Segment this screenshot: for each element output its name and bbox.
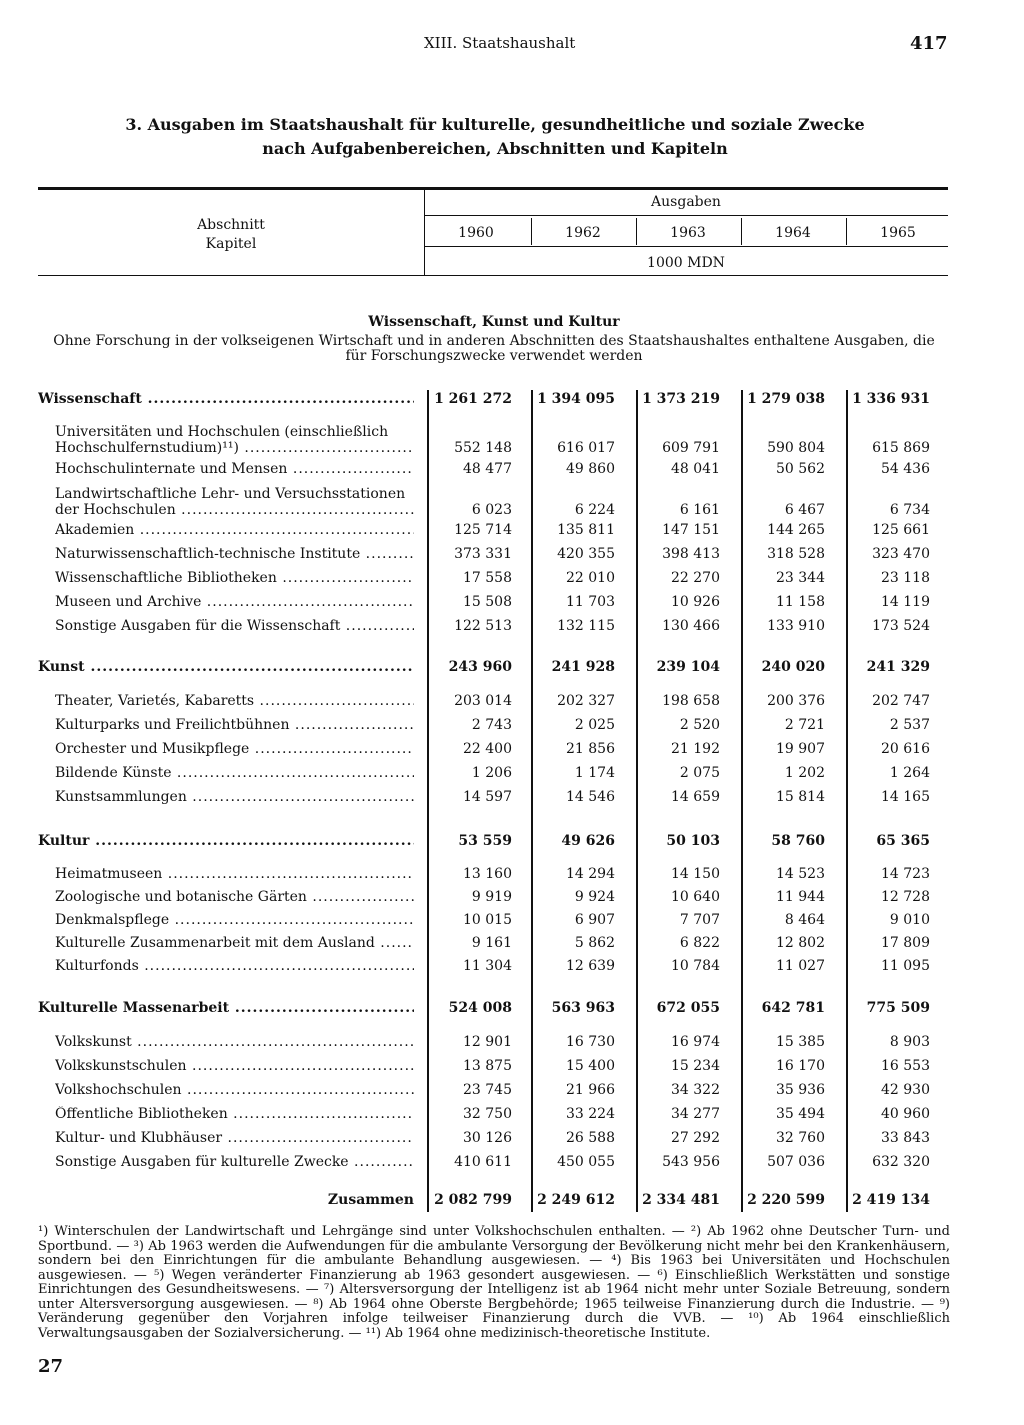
cell-value: 13 875 xyxy=(463,1058,512,1074)
cell-value: 10 784 xyxy=(671,958,720,974)
cell-value: 40 960 xyxy=(881,1106,930,1122)
cell-value: 20 616 xyxy=(881,741,930,757)
cell-value: 21 856 xyxy=(566,741,615,757)
cell-value: 1 394 095 xyxy=(537,391,615,407)
row-label-continued: Hochschulfernstudium)¹¹) ..... xyxy=(55,440,414,456)
cell-value: 543 956 xyxy=(662,1154,720,1170)
cell-value: 16 974 xyxy=(671,1034,720,1050)
cell-value: 450 055 xyxy=(557,1154,615,1170)
cell-value: 14 523 xyxy=(776,866,825,882)
row-label: Kulturelle Massenarbeit ..... xyxy=(38,1000,414,1016)
table-row xyxy=(38,522,950,542)
table-row xyxy=(38,424,950,456)
cell-value: 241 928 xyxy=(551,659,615,675)
group-heading: Ausgaben xyxy=(651,194,721,210)
cell-value: 11 095 xyxy=(881,958,930,974)
cell-value: 50 562 xyxy=(776,461,825,477)
cell-value: 21 966 xyxy=(566,1082,615,1098)
cell-value: 130 466 xyxy=(662,618,720,634)
row-label: Museen und Archive ..... xyxy=(55,594,414,610)
cell-value: 1 206 xyxy=(471,765,512,781)
cell-value: 318 528 xyxy=(767,546,825,562)
cell-value: 48 041 xyxy=(671,461,720,477)
cell-value: 239 104 xyxy=(656,659,720,675)
cell-value: 65 365 xyxy=(876,833,930,849)
cell-value: 632 320 xyxy=(872,1154,930,1170)
cell-value: 15 385 xyxy=(776,1034,825,1050)
row-label: Akademien ..... xyxy=(55,522,414,538)
cell-value: 14 597 xyxy=(463,789,512,805)
cell-value: 11 027 xyxy=(776,958,825,974)
years-rule xyxy=(424,246,948,247)
table-row xyxy=(38,1034,950,1054)
table-row xyxy=(38,594,950,614)
cell-value: 198 658 xyxy=(662,693,720,709)
cell-value: 14 659 xyxy=(671,789,720,805)
table-row xyxy=(38,1154,950,1174)
cell-value: 14 165 xyxy=(881,789,930,805)
cell-value: 615 869 xyxy=(872,440,930,456)
cell-value: 21 192 xyxy=(671,741,720,757)
cell-value: 15 508 xyxy=(463,594,512,610)
cell-value: 23 344 xyxy=(776,570,825,586)
cell-value: 398 413 xyxy=(662,546,720,562)
table-row xyxy=(38,570,950,590)
cell-value: 1 336 931 xyxy=(852,391,930,407)
cell-value: 200 376 xyxy=(767,693,825,709)
cell-value: 9 919 xyxy=(471,889,512,905)
table-row xyxy=(38,1058,950,1078)
cell-value: 6 907 xyxy=(574,912,615,928)
cell-value: 17 809 xyxy=(881,935,930,951)
row-label: Kulturelle Zusammenarbeit mit dem Ausland ..... xyxy=(55,935,414,951)
cell-value: 616 017 xyxy=(557,440,615,456)
row-label: Kulturparks und Freilichtbühnen ..... xyxy=(55,717,414,733)
cell-value: 2 334 481 xyxy=(642,1192,720,1208)
cell-value: 2 721 xyxy=(784,717,825,733)
cell-value: 2 520 xyxy=(679,717,720,733)
cell-value: 6 734 xyxy=(889,502,930,518)
cell-value: 373 331 xyxy=(454,546,512,562)
cell-value: 10 015 xyxy=(463,912,512,928)
cell-value: 50 103 xyxy=(666,833,720,849)
row-label: Kunst ..... xyxy=(38,659,414,675)
table-row xyxy=(38,461,950,481)
table-row xyxy=(38,889,950,909)
cell-value: 14 294 xyxy=(566,866,615,882)
row-label: Sonstige Ausgaben für kulturelle Zwecke ..... xyxy=(55,1154,414,1170)
cell-value: 26 588 xyxy=(566,1130,615,1146)
cell-value: 6 822 xyxy=(679,935,720,951)
cell-value: 524 008 xyxy=(448,1000,512,1016)
row-label: Volkskunstschulen ..... xyxy=(55,1058,414,1074)
cell-value: 12 728 xyxy=(881,889,930,905)
table-row xyxy=(38,912,950,932)
table-row xyxy=(38,765,950,785)
cell-value: 563 963 xyxy=(551,1000,615,1016)
cell-value: 12 901 xyxy=(463,1034,512,1050)
table-row xyxy=(38,717,950,737)
cell-value: 58 760 xyxy=(771,833,825,849)
cell-value: 8 464 xyxy=(784,912,825,928)
cell-value: 23 745 xyxy=(463,1082,512,1098)
section-note-line2: für Forschungszwecke verwendet werden xyxy=(345,348,643,364)
cell-value: 15 814 xyxy=(776,789,825,805)
cell-value: 133 910 xyxy=(767,618,825,634)
cell-value: 9 161 xyxy=(471,935,512,951)
cell-value: 1 261 272 xyxy=(434,391,512,407)
cell-value: 49 860 xyxy=(566,461,615,477)
cell-value: 125 661 xyxy=(872,522,930,538)
row-label: Zoologische und botanische Gärten ..... xyxy=(55,889,414,905)
group-row xyxy=(38,833,950,853)
cell-value: 2 419 134 xyxy=(852,1192,930,1208)
cell-value: 590 804 xyxy=(767,440,825,456)
cell-value: 14 150 xyxy=(671,866,720,882)
chapter-header: XIII. Staatshaushalt xyxy=(424,34,576,52)
year-heading-1962: 1962 xyxy=(565,225,601,241)
table-row xyxy=(38,618,950,638)
row-label: Landwirtschaftliche Lehr- und Versuchsstationen xyxy=(55,486,406,502)
cell-value: 22 270 xyxy=(671,570,720,586)
cell-value: 2 075 xyxy=(679,765,720,781)
row-label: Naturwissenschaftlich-technische Institute ..... xyxy=(55,546,414,562)
cell-value: 420 355 xyxy=(557,546,615,562)
cell-value: 202 327 xyxy=(557,693,615,709)
cell-value: 125 714 xyxy=(454,522,512,538)
cell-value: 34 277 xyxy=(671,1106,720,1122)
page-number: 417 xyxy=(910,33,948,54)
cell-value: 203 014 xyxy=(454,693,512,709)
cell-value: 32 750 xyxy=(463,1106,512,1122)
cell-value: 122 513 xyxy=(454,618,512,634)
stub-heading-kapitel: Kapitel xyxy=(205,236,257,252)
cell-value: 2 025 xyxy=(574,717,615,733)
cell-value: 11 304 xyxy=(463,958,512,974)
year-divider xyxy=(741,218,742,245)
group-rule xyxy=(424,215,948,216)
table-row xyxy=(38,1106,950,1126)
row-label: Zusammen xyxy=(327,1192,414,1208)
cell-value: 27 292 xyxy=(671,1130,720,1146)
row-label: Orchester und Musikpflege ..... xyxy=(55,741,414,757)
total-row xyxy=(38,1192,950,1212)
group-row xyxy=(38,391,950,411)
cell-value: 672 055 xyxy=(656,1000,720,1016)
cell-value: 15 234 xyxy=(671,1058,720,1074)
footnotes: ¹) Winterschulen der Landwirtschaft und Lehrgänge sind unter Volkshochschulen enthalten. — ²) Ab 1962 ohne Deutscher Turn- und Sportbund. — ³) Ab 1963 werden die Aufwendungen für die ambulante Versorgung der Bevölkerung nicht mehr bei den Krankenhäusern, sondern bei den Einrichtungen für die ambulante Behandlung ausgewiesen. — ⁴) Bis 1963 bei Universitäten und Hochschulen ausgewiesen. — ⁵) Wegen veränderter Finanzierung ab 1963 gesondert ausgewiesen. — ⁶) Einschließlich Werkstätten und sonstige Einrichtungen des Gesundheitswesens. — ⁷) Altersversorgung der Intelligenz ist ab 1964 nicht mehr unter Soziale Betreuung, sondern unter Altersversorgung ausgewiesen. — ⁸) Ab 1964 ohne Oberste Bergbehörde; 1965 teilweise Finanzierung durch die Industrie. — ⁹) Veränderung gegenüber den Vorjahren infolge teilweiser Finanzierung durch die VVB. — ¹⁰) Ab 1964 einschließlich Verwaltungsausgaben der Sozialversicherung. — ¹¹) Ab 1964 ohne medizinisch-theoretische Institute. xyxy=(38,1224,950,1341)
cell-value: 1 279 038 xyxy=(747,391,825,407)
cell-value: 54 436 xyxy=(881,461,930,477)
cell-value: 2 743 xyxy=(471,717,512,733)
cell-value: 35 494 xyxy=(776,1106,825,1122)
table-row xyxy=(38,1130,950,1150)
row-label: Volkskunst ..... xyxy=(55,1034,414,1050)
cell-value: 11 944 xyxy=(776,889,825,905)
cell-value: 132 115 xyxy=(557,618,615,634)
cell-value: 42 930 xyxy=(881,1082,930,1098)
row-label: Öffentliche Bibliotheken ..... xyxy=(55,1106,414,1122)
cell-value: 35 936 xyxy=(776,1082,825,1098)
table-row xyxy=(38,789,950,809)
section-note-line1: Ohne Forschung in der volkseigenen Wirtschaft und in anderen Abschnitten des Staatshaushaltes enthaltene Ausgaben, die xyxy=(53,333,935,349)
row-label: Hochschulinternate und Mensen ..... xyxy=(55,461,414,477)
cell-value: 1 264 xyxy=(889,765,930,781)
cell-value: 14 723 xyxy=(881,866,930,882)
cell-value: 6 224 xyxy=(574,502,615,518)
cell-value: 49 626 xyxy=(561,833,615,849)
table-title-line2: nach Aufgabenbereichen, Abschnitten und Kapiteln xyxy=(262,139,728,158)
cell-value: 10 640 xyxy=(671,889,720,905)
cell-value: 6 467 xyxy=(784,502,825,518)
cell-value: 6 161 xyxy=(679,502,720,518)
cell-value: 173 524 xyxy=(872,618,930,634)
cell-value: 323 470 xyxy=(872,546,930,562)
cell-value: 12 802 xyxy=(776,935,825,951)
cell-value: 32 760 xyxy=(776,1130,825,1146)
row-label: Kultur ..... xyxy=(38,833,414,849)
cell-value: 2 082 799 xyxy=(434,1192,512,1208)
table-row xyxy=(38,546,950,566)
cell-value: 410 611 xyxy=(454,1154,512,1170)
table-row xyxy=(38,935,950,955)
cell-value: 7 707 xyxy=(679,912,720,928)
cell-value: 2 220 599 xyxy=(747,1192,825,1208)
cell-value: 147 151 xyxy=(662,522,720,538)
cell-value: 5 862 xyxy=(574,935,615,951)
cell-value: 48 477 xyxy=(463,461,512,477)
cell-value: 241 329 xyxy=(866,659,930,675)
cell-value: 507 036 xyxy=(767,1154,825,1170)
table-top-rule xyxy=(38,187,948,190)
cell-value: 144 265 xyxy=(767,522,825,538)
table-title-line1: 3. Ausgaben im Staatshaushalt für kulturelle, gesundheitliche und soziale Zwecke xyxy=(125,115,865,134)
row-label: Volkshochschulen ..... xyxy=(55,1082,414,1098)
year-heading-1964: 1964 xyxy=(775,225,811,241)
cell-value: 11 158 xyxy=(776,594,825,610)
table-row xyxy=(38,693,950,713)
cell-value: 240 020 xyxy=(761,659,825,675)
cell-value: 16 170 xyxy=(776,1058,825,1074)
cell-value: 33 843 xyxy=(881,1130,930,1146)
group-row xyxy=(38,1000,950,1020)
table-row xyxy=(38,866,950,886)
cell-value: 775 509 xyxy=(866,1000,930,1016)
cell-value: 9 010 xyxy=(889,912,930,928)
year-divider xyxy=(636,218,637,245)
row-label: Sonstige Ausgaben für die Wissenschaft ..... xyxy=(55,618,414,634)
table-row xyxy=(38,486,950,518)
year-heading-1965: 1965 xyxy=(880,225,916,241)
cell-value: 11 703 xyxy=(566,594,615,610)
table-row xyxy=(38,1082,950,1102)
cell-value: 642 781 xyxy=(761,1000,825,1016)
row-label-continued: der Hochschulen ..... xyxy=(55,502,414,518)
cell-value: 19 907 xyxy=(776,741,825,757)
cell-value: 17 558 xyxy=(463,570,512,586)
row-label: Kunstsammlungen ..... xyxy=(55,789,414,805)
cell-value: 6 023 xyxy=(471,502,512,518)
cell-value: 33 224 xyxy=(566,1106,615,1122)
cell-value: 2 249 612 xyxy=(537,1192,615,1208)
cell-value: 22 400 xyxy=(463,741,512,757)
cell-value: 9 924 xyxy=(574,889,615,905)
cell-value: 8 903 xyxy=(889,1034,930,1050)
row-label: Kulturfonds ..... xyxy=(55,958,414,974)
cell-value: 12 639 xyxy=(566,958,615,974)
table-row xyxy=(38,741,950,761)
row-label: Theater, Varietés, Kabaretts ..... xyxy=(55,693,414,709)
cell-value: 16 730 xyxy=(566,1034,615,1050)
section-title: Wissenschaft, Kunst und Kultur xyxy=(368,314,620,330)
cell-value: 22 010 xyxy=(566,570,615,586)
stub-heading-abschnitt: Abschnitt xyxy=(197,217,265,233)
row-label: Heimatmuseen ..... xyxy=(55,866,414,882)
row-label: Denkmalspflege ..... xyxy=(55,912,414,928)
table-row xyxy=(38,958,950,978)
cell-value: 552 148 xyxy=(454,440,512,456)
cell-value: 14 119 xyxy=(881,594,930,610)
year-heading-1960: 1960 xyxy=(458,225,494,241)
cell-value: 609 791 xyxy=(662,440,720,456)
row-label: Bildende Künste ..... xyxy=(55,765,414,781)
group-row xyxy=(38,659,950,679)
row-label: Wissenschaft ..... xyxy=(38,391,414,407)
cell-value: 16 553 xyxy=(881,1058,930,1074)
cell-value: 13 160 xyxy=(463,866,512,882)
cell-value: 1 202 xyxy=(784,765,825,781)
page-footer-number: 27 xyxy=(38,1356,64,1377)
cell-value: 135 811 xyxy=(557,522,615,538)
cell-value: 1 174 xyxy=(574,765,615,781)
cell-value: 14 546 xyxy=(566,789,615,805)
cell-value: 30 126 xyxy=(463,1130,512,1146)
row-label: Kultur- und Klubhäuser ..... xyxy=(55,1130,414,1146)
cell-value: 34 322 xyxy=(671,1082,720,1098)
table-head-bottom-rule xyxy=(38,275,948,276)
year-heading-1963: 1963 xyxy=(670,225,706,241)
cell-value: 202 747 xyxy=(872,693,930,709)
row-label: Wissenschaftliche Bibliotheken ..... xyxy=(55,570,414,586)
cell-value: 23 118 xyxy=(881,570,930,586)
cell-value: 243 960 xyxy=(448,659,512,675)
cell-value: 10 926 xyxy=(671,594,720,610)
cell-value: 2 537 xyxy=(889,717,930,733)
year-divider xyxy=(531,218,532,245)
cell-value: 53 559 xyxy=(458,833,512,849)
cell-value: 15 400 xyxy=(566,1058,615,1074)
year-divider xyxy=(846,218,847,245)
cell-value: 1 373 219 xyxy=(642,391,720,407)
unit-heading: 1000 MDN xyxy=(647,255,725,271)
row-label: Universitäten und Hochschulen (einschließlich xyxy=(55,424,389,440)
